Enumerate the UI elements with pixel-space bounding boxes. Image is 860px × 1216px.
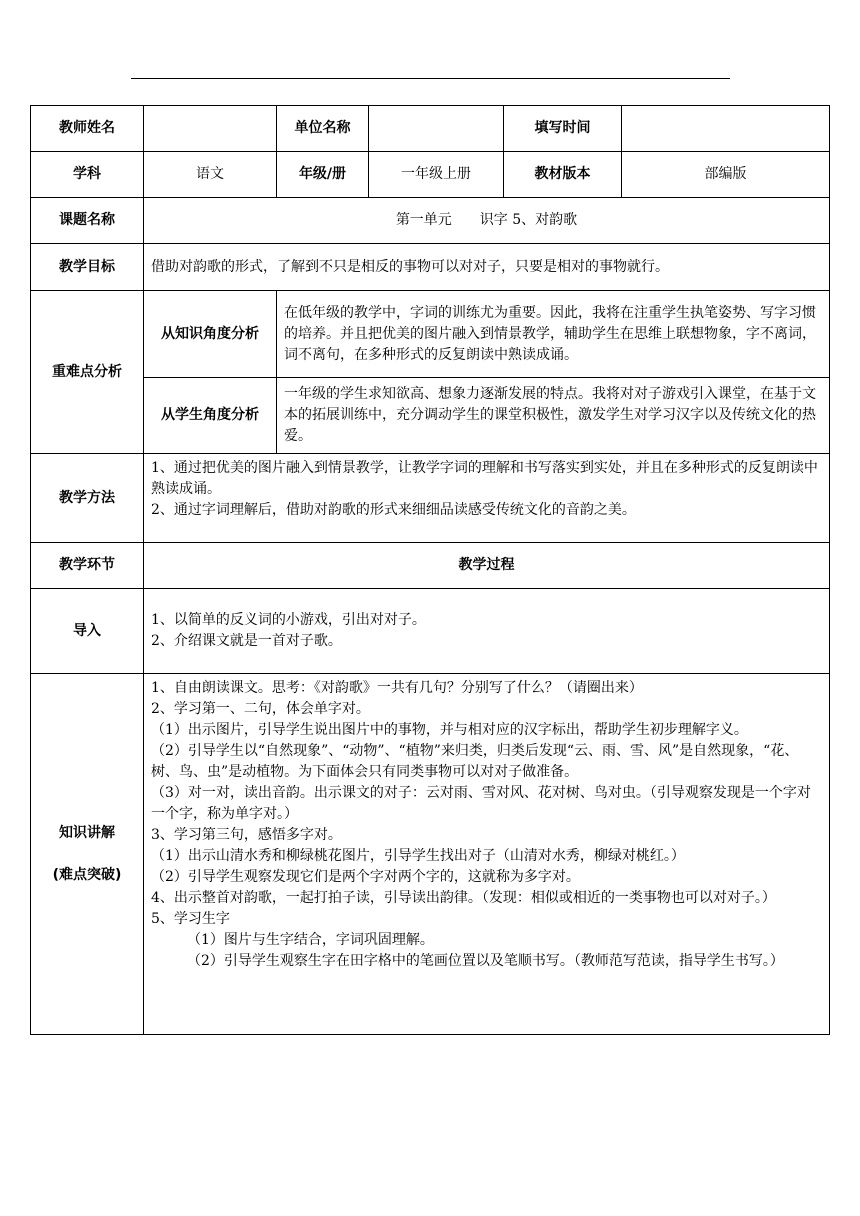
knowledge-line: （1）出示山清水秀和柳绿桃花图片，引导学生找出对子（山清对水秀，柳绿对桃红。） <box>151 848 685 864</box>
goal-label: 教学目标 <box>31 244 144 291</box>
unit-name-value <box>369 106 504 152</box>
knowledge-line: 2、学习第一、二句，体会单字对。 <box>151 701 370 717</box>
knowledge-line: 1、自由朗读课文。思考：《对韵歌》一共有几句？分别写了什么？（请圈出来） <box>151 680 643 696</box>
student-angle-label: 从学生角度分析 <box>144 378 277 454</box>
knowledge-label-sub: (难点突破) <box>52 866 122 883</box>
intro-label: 导入 <box>31 589 144 674</box>
edition-label: 教材版本 <box>504 152 622 198</box>
knowledge-label-main: 知识讲解 <box>59 824 115 841</box>
knowledge-line: 4、出示整首对韵歌，一起打拍子读，引导读出韵律。（发现：相似或相近的一类事物也可以对对子。） <box>151 890 776 906</box>
method-row <box>31 454 830 543</box>
method-label: 教学方法 <box>31 454 144 543</box>
edition-value: 部编版 <box>622 152 830 198</box>
fill-time-value <box>622 106 830 152</box>
intro-line: 2、介绍课文就是一首对子歌。 <box>151 633 342 649</box>
knowledge-line: 3、学习第三句，感悟多字对。 <box>151 827 342 843</box>
goal-value: 借助对韵歌的形式，了解到不只是相反的事物可以对对子，只要是相对的事物就行。 <box>144 244 830 291</box>
knowledge-text <box>144 674 830 1035</box>
analysis-knowledge-row <box>31 291 830 378</box>
knowledge-line: （3）对一对，读出音韵。出示课文的对子：云对雨、雪对风、花对树、鸟对虫。（引导观察发现是一个字对一个字，称为单字对。） <box>151 785 811 822</box>
knowledge-sub-line: （1）图片与生字结合，字词巩固理解。 <box>187 932 434 948</box>
process-step-label: 教学环节 <box>31 543 144 589</box>
grade-value: 一年级上册 <box>369 152 504 198</box>
goal-row <box>31 244 830 291</box>
knowledge-section-label <box>31 674 144 1035</box>
method-line: 2、通过字词理解后，借助对韵歌的形式来细细品读感受传统文化的音韵之美。 <box>151 502 636 518</box>
intro-row <box>31 589 830 674</box>
method-text <box>144 454 830 543</box>
intro-text <box>144 589 830 674</box>
knowledge-line: （2）引导学生观察发现它们是两个字对两个字的，这就称为多字对。 <box>151 869 580 885</box>
topic-label: 课题名称 <box>31 198 144 244</box>
subject-row <box>31 152 830 198</box>
subject-value: 语文 <box>144 152 277 198</box>
header-rule <box>131 78 730 79</box>
knowledge-line: 5、学习生字 <box>151 911 230 927</box>
process-title: 教学过程 <box>144 543 830 589</box>
knowledge-row <box>31 674 830 1035</box>
subject-label: 学科 <box>31 152 144 198</box>
knowledge-line: （1）出示图片，引导学生说出图片中的事物，并与相对应的汉字标出，帮助学生初步理解字义。 <box>151 722 748 738</box>
lesson-plan-table <box>30 105 830 1035</box>
intro-line: 1、以简单的反义词的小游戏，引出对对子。 <box>151 612 426 628</box>
analysis-student-row <box>31 378 830 454</box>
teacher-name-value <box>144 106 277 152</box>
topic-row <box>31 198 830 244</box>
knowledge-angle-label: 从知识角度分析 <box>144 291 277 378</box>
teacher-name-label: 教师姓名 <box>31 106 144 152</box>
grade-label: 年级/册 <box>277 152 369 198</box>
method-line: 1、通过把优美的图片融入到情景教学，让教学字词的理解和书写落实到实处，并且在多种形式的反复朗读中熟读成诵。 <box>151 460 818 497</box>
fill-time-label: 填写时间 <box>504 106 622 152</box>
analysis-label: 重难点分析 <box>31 291 144 454</box>
info-row <box>31 106 830 152</box>
unit-name-label: 单位名称 <box>277 106 369 152</box>
topic-value: 第一单元 识字 5、对韵歌 <box>144 198 830 244</box>
student-angle-text: 一年级的学生求知欲高、想象力逐渐发展的特点。我将对对子游戏引入课堂，在基于文本的拓展训练中，充分调动学生的课堂积极性，激发学生对学习汉字以及传统文化的热爱。 <box>277 378 830 454</box>
knowledge-sub-line: （2）引导学生观察生字在田字格中的笔画位置以及笔顺书写。（教师范写范读，指导学生书写。） <box>187 953 784 969</box>
knowledge-line: （2）引导学生以“自然现象”、“动物”、“植物”来归类，归类后发现“云、雨、雪、风”是自然现象，“花、树、鸟、虫”是动植物。为下面体会只有同类事物可以对对子做准备。 <box>151 743 799 780</box>
process-header-row <box>31 543 830 589</box>
knowledge-angle-text: 在低年级的教学中，字词的训练尤为重要。因此，我将在注重学生执笔姿势、写字习惯的培养。并且把优美的图片融入到情景教学，辅助学生在思维上联想物象，字不离词，词不离句，在多种形式的反复朗读中熟读成诵。 <box>277 291 830 378</box>
